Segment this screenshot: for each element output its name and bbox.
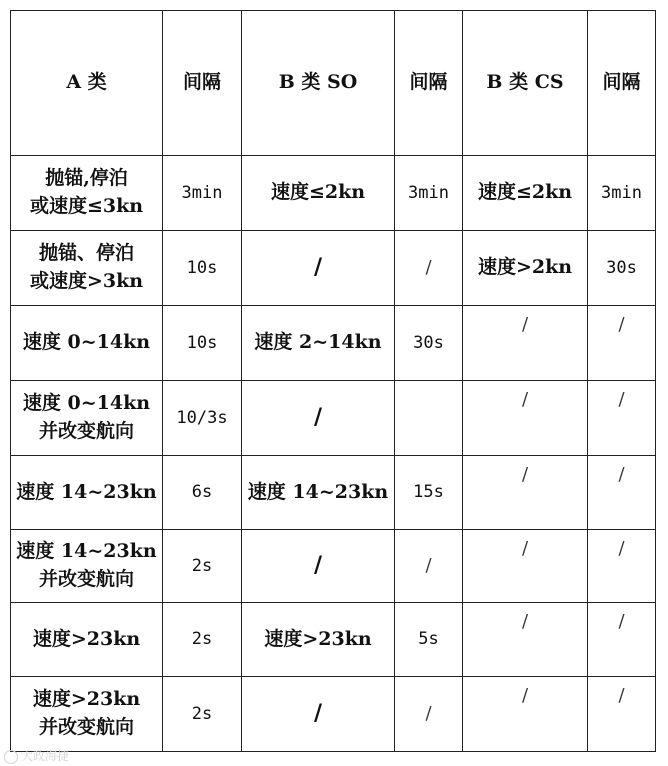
class-b-so-condition: / — [242, 381, 395, 456]
header-interval-b-cs: 间隔 — [588, 11, 656, 156]
watermark-text: 大政海捷 — [21, 749, 70, 763]
class-b-so-condition: 速度 2~14kn — [242, 306, 395, 381]
class-a-condition: 速度 0~14kn 并改变航向 — [11, 381, 163, 456]
class-a-condition: 抛锚,停泊 或速度≤3kn — [11, 156, 163, 231]
class-b-so-interval: 3min — [395, 156, 463, 231]
class-a-interval: 10/3s — [163, 381, 242, 456]
class-b-so-condition: / — [242, 530, 395, 603]
class-b-cs-condition: / — [463, 456, 588, 530]
table-row — [11, 381, 656, 456]
class-b-so-interval — [395, 381, 463, 456]
header-interval-b-so: 间隔 — [395, 11, 463, 156]
class-b-so-condition: 速度>23kn — [242, 603, 395, 677]
header-row — [11, 11, 656, 156]
class-b-cs-condition: 速度>2kn — [463, 231, 588, 306]
header-interval-a: 间隔 — [163, 11, 242, 156]
class-b-cs-interval: / — [588, 306, 656, 381]
header-class-a: A 类 — [11, 11, 163, 156]
header-class-b-so: B 类 SO — [242, 11, 395, 156]
class-b-so-interval: / — [395, 530, 463, 603]
class-b-cs-condition: 速度≤2kn — [463, 156, 588, 231]
class-b-cs-interval: / — [588, 603, 656, 677]
class-b-so-interval: 5s — [395, 603, 463, 677]
class-b-so-condition: 速度 14~23kn — [242, 456, 395, 530]
table-row — [11, 306, 656, 381]
class-b-cs-condition: / — [463, 530, 588, 603]
class-b-cs-interval: / — [588, 381, 656, 456]
class-a-interval: 2s — [163, 530, 242, 603]
class-a-condition: 速度>23kn 并改变航向 — [11, 677, 163, 752]
class-a-interval: 6s — [163, 456, 242, 530]
table-row — [11, 156, 656, 231]
class-b-so-condition: 速度≤2kn — [242, 156, 395, 231]
table-row — [11, 530, 656, 603]
header-class-b-cs: B 类 CS — [463, 11, 588, 156]
table-row — [11, 603, 656, 677]
class-b-cs-condition: / — [463, 677, 588, 752]
class-b-so-interval: / — [395, 231, 463, 306]
class-b-so-interval: / — [395, 677, 463, 752]
class-a-interval: 10s — [163, 231, 242, 306]
class-b-cs-interval: / — [588, 677, 656, 752]
class-a-interval: 2s — [163, 603, 242, 677]
table-row — [11, 456, 656, 530]
weibo-logo-icon — [4, 750, 18, 764]
class-b-so-condition: / — [242, 677, 395, 752]
class-b-cs-interval: / — [588, 456, 656, 530]
watermark — [4, 747, 69, 764]
table-row — [11, 677, 656, 752]
class-a-condition: 速度>23kn — [11, 603, 163, 677]
class-b-cs-interval: / — [588, 530, 656, 603]
class-a-interval: 3min — [163, 156, 242, 231]
class-b-so-interval: 15s — [395, 456, 463, 530]
class-a-condition: 抛锚、停泊 或速度>3kn — [11, 231, 163, 306]
ais-report-interval-table-wrapper — [10, 10, 655, 750]
class-b-cs-condition: / — [463, 603, 588, 677]
class-a-condition: 速度 14~23kn 并改变航向 — [11, 530, 163, 603]
class-b-cs-condition: / — [463, 381, 588, 456]
class-a-condition: 速度 0~14kn — [11, 306, 163, 381]
table-row — [11, 231, 656, 306]
class-b-so-condition: / — [242, 231, 395, 306]
class-b-cs-condition: / — [463, 306, 588, 381]
class-a-interval: 10s — [163, 306, 242, 381]
ais-report-interval-table — [10, 10, 656, 752]
class-b-so-interval: 30s — [395, 306, 463, 381]
class-a-condition: 速度 14~23kn — [11, 456, 163, 530]
class-a-interval: 2s — [163, 677, 242, 752]
class-b-cs-interval: 3min — [588, 156, 656, 231]
class-b-cs-interval: 30s — [588, 231, 656, 306]
